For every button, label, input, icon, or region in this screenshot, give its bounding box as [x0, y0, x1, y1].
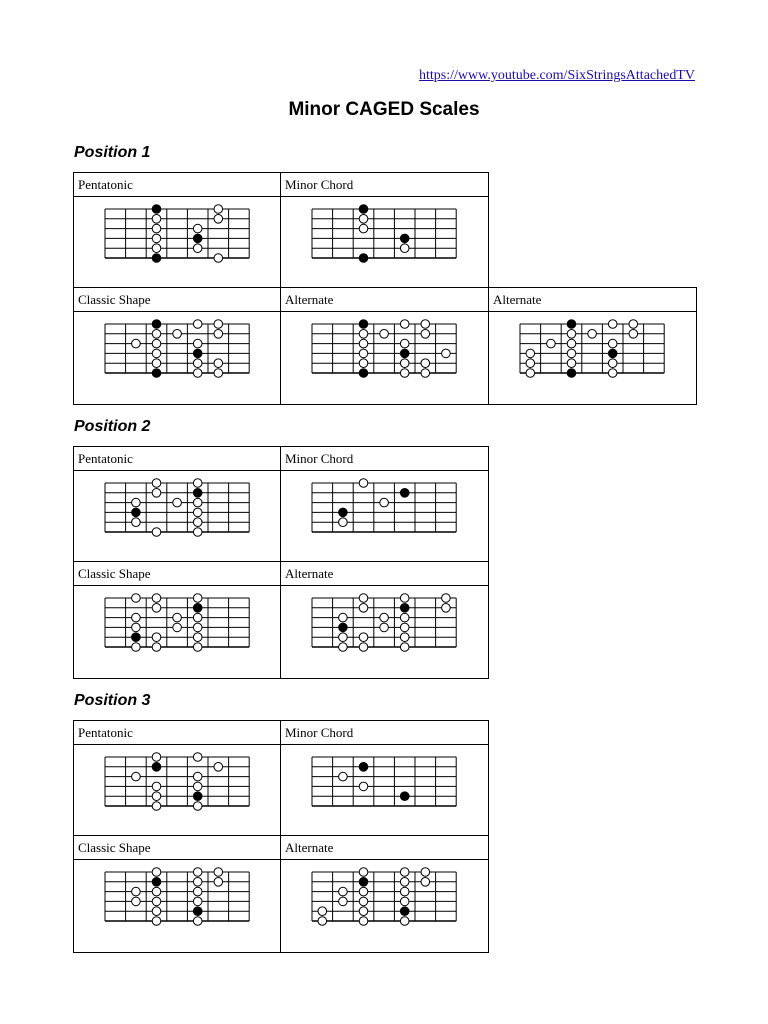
scale-note-dot	[442, 594, 451, 603]
fretboard-diagram	[281, 860, 487, 930]
scale-note-dot	[132, 613, 141, 622]
scale-note-dot	[629, 320, 638, 329]
scale-note-dot	[214, 215, 223, 224]
scale-note-dot	[359, 359, 368, 368]
scale-note-dot	[400, 633, 409, 642]
scale-note-dot	[152, 594, 161, 603]
fretboard-diagram	[74, 197, 280, 267]
scale-cell	[280, 835, 489, 953]
scale-note-dot	[359, 224, 368, 233]
scale-note-dot	[339, 518, 348, 527]
scale-note-dot	[193, 643, 202, 652]
scale-note-dot	[193, 369, 202, 378]
root-note-dot	[608, 349, 617, 358]
scale-note-dot	[421, 369, 430, 378]
scale-note-dot	[132, 339, 141, 348]
root-note-dot	[152, 320, 161, 329]
scale-cell	[73, 561, 281, 679]
root-note-dot	[359, 763, 368, 772]
scale-note-dot	[193, 772, 202, 781]
scale-note-dot	[152, 244, 161, 253]
scale-note-dot	[132, 643, 141, 652]
scale-note-dot	[442, 349, 451, 358]
scale-note-dot	[193, 868, 202, 877]
scale-note-dot	[400, 868, 409, 877]
scale-note-dot	[588, 330, 597, 339]
scale-cell	[73, 835, 281, 953]
scale-note-dot	[152, 330, 161, 339]
scale-note-dot	[152, 604, 161, 613]
scale-note-dot	[400, 613, 409, 622]
scale-note-dot	[132, 623, 141, 632]
scale-note-dot	[193, 339, 202, 348]
root-note-dot	[359, 205, 368, 214]
root-note-dot	[193, 349, 202, 358]
scale-note-dot	[193, 518, 202, 527]
scale-note-dot	[214, 205, 223, 214]
root-note-dot	[567, 320, 576, 329]
scale-note-dot	[421, 868, 430, 877]
scale-note-dot	[400, 887, 409, 896]
scale-note-dot	[214, 320, 223, 329]
root-note-dot	[193, 792, 202, 801]
scale-note-dot	[193, 479, 202, 488]
scale-cell	[73, 446, 281, 562]
root-note-dot	[400, 792, 409, 801]
scale-note-dot	[421, 320, 430, 329]
scale-note-dot	[132, 518, 141, 527]
scale-note-dot	[193, 613, 202, 622]
scale-note-dot	[193, 508, 202, 517]
fretboard-diagram	[281, 471, 487, 541]
scale-note-dot	[339, 887, 348, 896]
scale-cell	[280, 446, 489, 562]
scale-note-dot	[152, 234, 161, 243]
scale-note-dot	[152, 868, 161, 877]
scale-note-dot	[152, 359, 161, 368]
scale-note-dot	[359, 330, 368, 339]
scale-note-dot	[400, 339, 409, 348]
scale-note-dot	[380, 330, 389, 339]
scale-note-dot	[400, 623, 409, 632]
scale-cell	[73, 720, 281, 836]
scale-note-dot	[359, 782, 368, 791]
root-note-dot	[359, 878, 368, 887]
scale-note-dot	[193, 887, 202, 896]
root-note-dot	[132, 633, 141, 642]
scale-note-dot	[567, 349, 576, 358]
scale-note-dot	[339, 772, 348, 781]
scale-note-dot	[193, 802, 202, 811]
scale-note-dot	[608, 369, 617, 378]
root-note-dot	[400, 234, 409, 243]
scale-note-dot	[547, 339, 556, 348]
scale-cell	[73, 287, 281, 405]
root-note-dot	[132, 508, 141, 517]
scale-note-dot	[359, 887, 368, 896]
scale-note-dot	[193, 528, 202, 537]
scale-note-dot	[318, 917, 327, 926]
scale-note-dot	[526, 349, 535, 358]
scale-note-dot	[421, 878, 430, 887]
cell-label: Pentatonic	[78, 177, 133, 192]
fretboard-diagram	[74, 471, 280, 541]
root-note-dot	[193, 604, 202, 613]
fretboard-diagram	[281, 312, 487, 382]
scale-note-dot	[132, 594, 141, 603]
scale-note-dot	[214, 369, 223, 378]
scale-note-dot	[400, 359, 409, 368]
scale-note-dot	[380, 498, 389, 507]
scale-note-dot	[152, 792, 161, 801]
fretboard-diagram	[74, 586, 280, 656]
scale-note-dot	[359, 868, 368, 877]
root-note-dot	[339, 623, 348, 632]
scale-note-dot	[152, 215, 161, 224]
scale-note-dot	[173, 613, 182, 622]
root-note-dot	[339, 508, 348, 517]
root-note-dot	[193, 234, 202, 243]
scale-note-dot	[400, 320, 409, 329]
scale-note-dot	[567, 330, 576, 339]
scale-note-dot	[193, 498, 202, 507]
scale-note-dot	[193, 594, 202, 603]
scale-note-dot	[193, 878, 202, 887]
position-heading: Position 3	[74, 692, 151, 709]
scale-note-dot	[193, 359, 202, 368]
root-note-dot	[193, 489, 202, 498]
scale-note-dot	[214, 868, 223, 877]
position-heading: Position 2	[74, 418, 151, 435]
scale-note-dot	[567, 359, 576, 368]
position-heading: Position 1	[74, 144, 151, 161]
scale-note-dot	[132, 887, 141, 896]
scale-note-dot	[193, 917, 202, 926]
cell-label: Pentatonic	[78, 451, 133, 466]
scale-note-dot	[214, 359, 223, 368]
youtube-link[interactable]: https://www.youtube.com/SixStringsAttachedTV	[419, 68, 695, 83]
scale-note-dot	[567, 339, 576, 348]
scale-note-dot	[421, 330, 430, 339]
scale-note-dot	[193, 897, 202, 906]
scale-note-dot	[132, 498, 141, 507]
scale-note-dot	[400, 594, 409, 603]
scale-note-dot	[400, 369, 409, 378]
page-title: Minor CAGED Scales	[288, 99, 480, 120]
scale-note-dot	[400, 917, 409, 926]
cell-label: Minor Chord	[285, 451, 354, 466]
scale-note-dot	[339, 633, 348, 642]
root-note-dot	[359, 320, 368, 329]
root-note-dot	[359, 369, 368, 378]
scale-note-dot	[132, 772, 141, 781]
scale-cell	[488, 287, 697, 405]
root-note-dot	[152, 369, 161, 378]
scale-note-dot	[173, 623, 182, 632]
scale-note-dot	[380, 623, 389, 632]
scale-note-dot	[359, 633, 368, 642]
scale-note-dot	[152, 802, 161, 811]
scale-note-dot	[400, 244, 409, 253]
scale-note-dot	[339, 643, 348, 652]
scale-note-dot	[608, 359, 617, 368]
root-note-dot	[400, 489, 409, 498]
scale-cell	[73, 172, 281, 288]
scale-note-dot	[359, 479, 368, 488]
scale-note-dot	[339, 613, 348, 622]
scale-note-dot	[193, 633, 202, 642]
scale-note-dot	[214, 763, 223, 772]
scale-note-dot	[359, 594, 368, 603]
scale-note-dot	[193, 320, 202, 329]
fretboard-diagram	[74, 745, 280, 815]
scale-note-dot	[359, 897, 368, 906]
scale-cell	[280, 172, 489, 288]
cell-label: Classic Shape	[78, 292, 151, 307]
scale-note-dot	[152, 633, 161, 642]
scale-note-dot	[400, 643, 409, 652]
scale-cell	[280, 287, 489, 405]
fretboard-diagram	[74, 312, 280, 382]
scale-note-dot	[193, 623, 202, 632]
scale-note-dot	[400, 897, 409, 906]
root-note-dot	[567, 369, 576, 378]
scale-note-dot	[193, 244, 202, 253]
cell-label: Alternate	[285, 292, 334, 307]
scale-note-dot	[132, 897, 141, 906]
fretboard-diagram	[74, 860, 280, 930]
root-note-dot	[400, 349, 409, 358]
scale-note-dot	[214, 878, 223, 887]
scale-note-dot	[152, 349, 161, 358]
scale-note-dot	[214, 254, 223, 263]
fretboard-diagram	[489, 312, 695, 382]
root-note-dot	[152, 254, 161, 263]
scale-note-dot	[359, 643, 368, 652]
scale-note-dot	[339, 897, 348, 906]
scale-note-dot	[526, 369, 535, 378]
cell-label: Minor Chord	[285, 177, 354, 192]
fretboard-diagram	[281, 197, 487, 267]
cell-label: Alternate	[285, 566, 334, 581]
cell-label: Pentatonic	[78, 725, 133, 740]
scale-note-dot	[152, 782, 161, 791]
fretboard-diagram	[281, 586, 487, 656]
scale-note-dot	[214, 330, 223, 339]
root-note-dot	[359, 254, 368, 263]
scale-note-dot	[359, 349, 368, 358]
scale-note-dot	[152, 917, 161, 926]
cell-label: Classic Shape	[78, 840, 151, 855]
scale-note-dot	[359, 917, 368, 926]
scale-note-dot	[152, 907, 161, 916]
scale-note-dot	[526, 359, 535, 368]
scale-note-dot	[318, 907, 327, 916]
scale-note-dot	[193, 753, 202, 762]
scale-note-dot	[173, 330, 182, 339]
scale-note-dot	[152, 887, 161, 896]
root-note-dot	[152, 763, 161, 772]
root-note-dot	[400, 604, 409, 613]
scale-note-dot	[193, 224, 202, 233]
scale-note-dot	[359, 907, 368, 916]
scale-cell	[280, 720, 489, 836]
scale-note-dot	[152, 479, 161, 488]
scale-cell	[280, 561, 489, 679]
fretboard-diagram	[281, 745, 487, 815]
cell-label: Alternate	[285, 840, 334, 855]
scale-note-dot	[152, 528, 161, 537]
scale-note-dot	[152, 224, 161, 233]
scale-note-dot	[359, 339, 368, 348]
scale-note-dot	[152, 489, 161, 498]
scale-note-dot	[629, 330, 638, 339]
scale-note-dot	[400, 878, 409, 887]
scale-note-dot	[380, 613, 389, 622]
root-note-dot	[152, 205, 161, 214]
root-note-dot	[152, 878, 161, 887]
scale-note-dot	[608, 320, 617, 329]
cell-label: Alternate	[493, 292, 542, 307]
scale-note-dot	[152, 897, 161, 906]
scale-note-dot	[608, 339, 617, 348]
scale-note-dot	[152, 339, 161, 348]
cell-label: Classic Shape	[78, 566, 151, 581]
root-note-dot	[193, 907, 202, 916]
scale-note-dot	[152, 643, 161, 652]
scale-note-dot	[421, 359, 430, 368]
scale-note-dot	[359, 215, 368, 224]
scale-note-dot	[442, 604, 451, 613]
scale-note-dot	[193, 782, 202, 791]
scale-note-dot	[359, 604, 368, 613]
cell-label: Minor Chord	[285, 725, 354, 740]
scale-note-dot	[152, 753, 161, 762]
scale-note-dot	[173, 498, 182, 507]
root-note-dot	[400, 907, 409, 916]
